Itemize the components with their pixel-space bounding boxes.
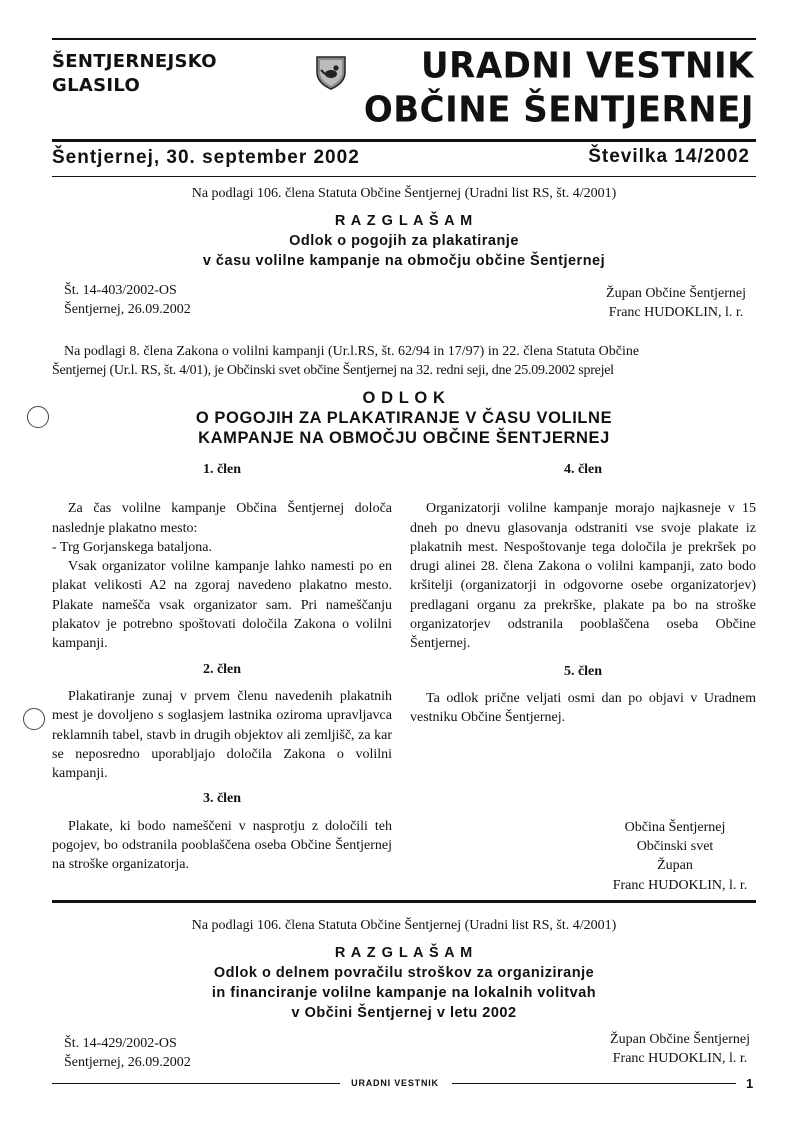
masthead-bottom-rule xyxy=(52,139,756,142)
first-preamble: Na podlagi 106. člena Statuta Občine Šentjernej (Uradni list RS, št. 4/2001) xyxy=(191,186,617,201)
second-ref-number: Št. 14-429/2002-OS xyxy=(64,1036,177,1051)
footer-rule-left xyxy=(52,1083,340,1084)
article-2-p1: Plakatiranje zunaj v prvem členu navedenih plakatnih mest je dovoljeno s soglasjem lastnika oziroma upravljavca reklamnih tabel, stavb in drugih objektov ali zemljišč, za kar se neposredno uporabljajo določila Zakona o volilni kampanji. xyxy=(52,688,392,782)
second-title-line3: v Občini Šentjernej v letu 2002 xyxy=(291,1005,517,1021)
article-1-p3: Vsak organizator volilne kampanje lahko namesti po en plakat velikosti A2 na zgoraj navedeno plakatno mesto. Plakate namešča vsak organizator sam. Pri nameščanju plakatov je potrebno spoštovati določila Zakona o volilni kampanji. xyxy=(52,559,392,652)
second-ref-block xyxy=(64,1034,191,1072)
article-1-p1: Za čas volilne kampanje Občina Šentjernej določa naslednje plakatno mesto: xyxy=(52,501,392,536)
issue-date: Šentjernej, 30. september 2002 xyxy=(52,147,360,168)
odlok-signature-line2: Občinski svet xyxy=(636,839,714,855)
second-title-line1: Odlok o delnem povračilu stroškov za organiziranje xyxy=(213,965,595,981)
article-4-p1: Organizatorji volilne kampanje morajo najkasneje v 15 dneh po dnevu glasovanja odstraniti vse svoje plakate iz plakatnih mest. Nespoštovanje tega določila je prekršek po drugi alinei 28. člena Zakona o volilni kampanji, zato bodo kršitelji (organizatorji in odgovorne osebe organizatorjev) predlagani organu za prekrške, plakate pa bo na stroške organizatorjev odstranila pooblaščena oseba Občine Šentjernej. xyxy=(410,501,756,652)
article-4-heading: 4. člen xyxy=(563,462,603,477)
odlok-signature xyxy=(560,818,790,895)
second-title-line2: in financiranje volilne kampanje na lokalnih volitvah xyxy=(211,985,597,1001)
footer-label: URADNI VESTNIK xyxy=(351,1078,439,1088)
second-signer-name: Franc HUDOKLIN, l. r. xyxy=(612,1051,748,1067)
first-signer-role: Župan Občine Šentjernej xyxy=(606,286,746,301)
footer-rule-right xyxy=(452,1083,736,1084)
first-title-line2: v času volilne kampanje na območju občine Šentjernej xyxy=(202,253,606,269)
second-signer xyxy=(610,1030,750,1068)
first-ref-date: Šentjernej, 26.09.2002 xyxy=(64,302,191,318)
article-3-heading: 3. člen xyxy=(202,791,242,807)
masthead-title xyxy=(364,44,754,132)
municipal-crest-icon xyxy=(314,54,348,90)
odlok-signature-line4: Franc HUDOKLIN, l. r. xyxy=(612,877,748,893)
article-3-p1: Plakate, ki bodo nameščeni v nasprotju z določili teh pogojev, bo odstranila pooblaščena oseba Občine Šentjernej na stroške organizatorja. xyxy=(52,818,392,873)
odlok-intro-line2: Šentjernej (Ur.l. RS, št. 4/01), je Občinski svet občine Šentjernej na 32. redni seji, dne 25.09.2002 sprejel xyxy=(52,363,614,378)
masthead-title-line2: OBČINE ŠENTJERNEJ xyxy=(363,89,754,132)
masthead-title-line1: URADNI VESTNIK xyxy=(421,44,754,87)
first-ref-block xyxy=(64,281,191,319)
dateline-rule xyxy=(52,176,756,177)
punch-hole-upper xyxy=(27,406,49,428)
left-column xyxy=(52,460,392,875)
article-1-p2: - Trg Gorjanskega bataljona. xyxy=(52,539,212,555)
odlok-title-line2: KAMPANJE NA OBMOČJU OBČINE ŠENTJERNEJ xyxy=(198,429,610,447)
punch-hole-lower xyxy=(23,708,45,730)
article-2-heading: 2. člen xyxy=(202,661,242,677)
odlok-signature-line3: Župan xyxy=(657,858,693,874)
odlok-heading: O D L O K xyxy=(362,389,446,407)
first-ref-number: Št. 14-403/2002-OS xyxy=(64,283,177,298)
article-1-heading: 1. člen xyxy=(202,462,242,477)
article-5-p1: Ta odlok prične veljati osmi dan po objavi v Uradnem vestniku Občine Šentjernej. xyxy=(410,690,756,726)
article-5-heading: 5. člen xyxy=(563,663,603,679)
second-ref-date: Šentjernej, 26.09.2002 xyxy=(64,1055,191,1071)
issue-number: Številka 14/2002 xyxy=(588,146,750,167)
first-signer xyxy=(606,284,746,322)
odlok-title-line1: O POGOJIH ZA PLAKATIRANJE V ČASU VOLILNE xyxy=(195,409,613,427)
first-signer-name: Franc HUDOKLIN, l. r. xyxy=(608,305,744,321)
second-razglasam: R A Z G L A Š A M xyxy=(334,945,474,961)
right-column xyxy=(410,460,756,728)
masthead-left-line2: GLASILO xyxy=(52,75,141,96)
masthead-left-line1: ŠENTJERNEJSKO xyxy=(52,51,217,72)
page-number: 1 xyxy=(746,1076,754,1091)
second-signer-role: Župan Občine Šentjernej xyxy=(610,1032,750,1047)
odlok-signature-line1: Občina Šentjernej xyxy=(624,820,726,835)
section-divider-rule xyxy=(52,900,756,903)
first-razglasam: R A Z G L A Š A M xyxy=(334,213,474,229)
first-title-line1: Odlok o pogojih za plakatiranje xyxy=(289,233,519,249)
masthead-publication xyxy=(52,50,217,98)
top-rule xyxy=(52,38,756,40)
odlok-intro-line1: Na podlagi 8. člena Zakona o volilni kampanji (Ur.l.RS, št. 62/94 in 17/97) in 22. člena Statuta Občine xyxy=(64,344,640,359)
second-preamble: Na podlagi 106. člena Statuta Občine Šentjernej (Uradni list RS, št. 4/2001) xyxy=(191,918,617,933)
